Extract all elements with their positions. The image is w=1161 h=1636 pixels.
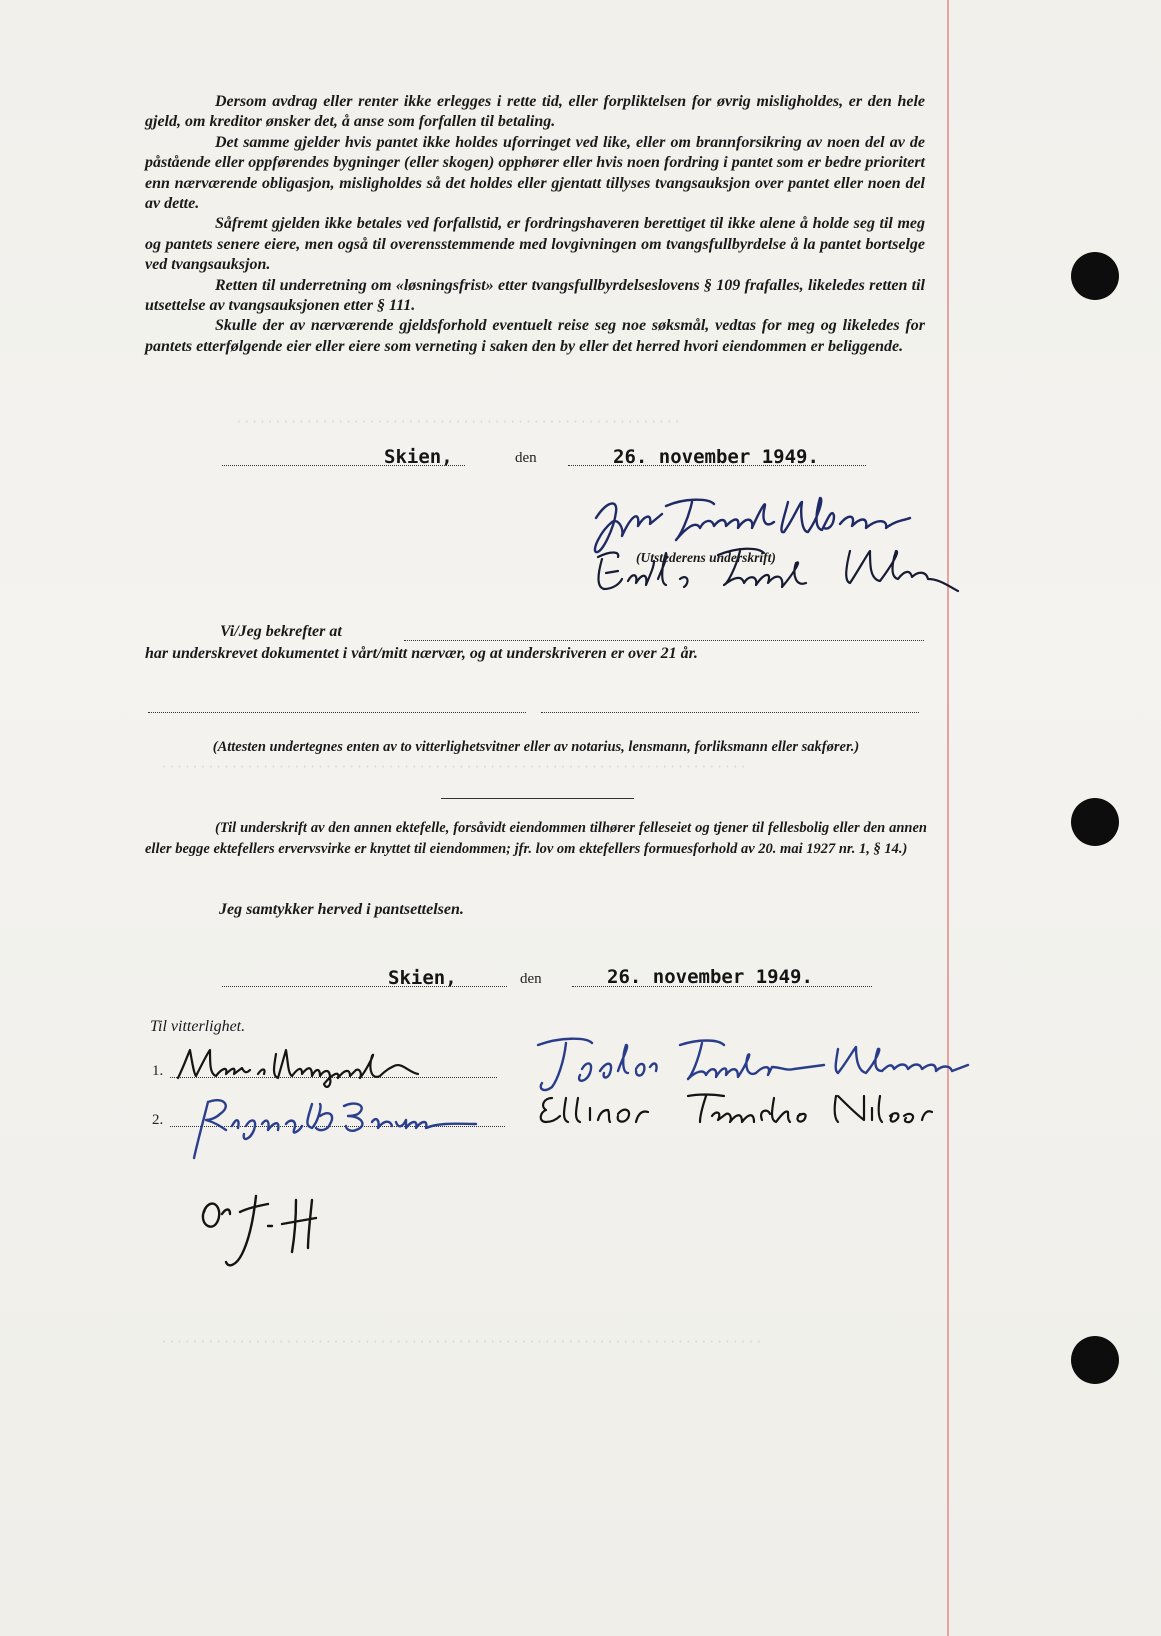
confirm-dotted-line: [404, 640, 924, 641]
terms-paragraph: Skulle der av nærværende gjeldsforhold eventuelt reise seg noe søksmål, vedtas for meg og likeledes for pantets etterfølgende eier eller eiere som verneting i saken den by eller det herred hvori eiendommen er beliggende.: [145, 317, 925, 355]
initials-mark: [196, 1190, 366, 1280]
spouse-note: (Til underskrift av den annen ektefelle, forsåvidt eiendommen tilhører felleseiet og tjener til fellesbolig eller den annen eller begge ektefellers ervervsvirke er knyttet til eiendommen; jfr. lov om ektefellers formuesforhold av 20. mai 1927 nr. 1, § 14.): [145, 820, 927, 857]
attest-note: (Attesten undertegnes enten av to vitterlighetsvitner eller av notarius, lensmann, forliksmann eller sakfører.): [212, 739, 860, 755]
place-dotted-line-2: [222, 986, 507, 987]
date-typed: 26. november 1949.: [613, 446, 819, 468]
terms-paragraph: Dersom avdrag eller renter ikke erlegges i rette tid, eller forpliktelsen for øvrig misligholdes, er den hele gjeld, om kreditor ønsker det, å anse som forfallen til betaling.: [145, 93, 925, 131]
witness-signature-2: [180, 1092, 510, 1162]
consent-signature-2: [538, 1090, 938, 1130]
attest-line-1: [148, 712, 526, 713]
terms-paragraph: Det samme gjelder hvis pantet ikke holdes uforringet ved like, eller om brannforsikring av noen del av de påstående eller oppførendes bygninger (eller skogen) opphører eller hvis noen fordring i pantet som er bedre prioritert enn nærværende obligasjon, misligholdes så det holdes eller gjentatt tillyses tvangsauksjon over pantet eller noen del av dette.: [145, 133, 925, 213]
den-label: den: [515, 450, 537, 466]
bleed-through-text: ···········································································: [160, 760, 747, 775]
attest-line-2: [541, 712, 919, 713]
witness-number-1: 1.: [152, 1063, 164, 1079]
separator-line: [441, 798, 634, 799]
punch-hole: [1071, 1336, 1119, 1384]
bleed-through-text: ·············································································: [160, 1335, 763, 1350]
consent-signature-1: [532, 1035, 1052, 1095]
den-label-2: den: [520, 971, 542, 987]
margin-rule: [947, 0, 949, 1636]
consent-text: Jeg samtykker herved i pantsettelsen.: [219, 901, 464, 918]
terms-paragraph: Retten til underretning om «løsningsfrist» etter tvangsfullbyrdelseslovens § 109 frafalles, likeledes retten til utsettelse av tvangsauksjonen etter § 111.: [145, 276, 925, 315]
terms-paragraph: Såfremt gjelden ikke betales ved forfallstid, er fordringshaveren berettiget til ikke alene å holde seg til meg og pantets senere eiere, men også til overensstemmende med lovgivningen om tvangsfullbyrdelse å la pantet bortselge ved tvangsauksjon.: [145, 215, 925, 274]
date-typed-2: 26. november 1949.: [607, 966, 813, 988]
witness-signature-1: [174, 1040, 454, 1090]
bleed-through-text: ·························································: [235, 415, 682, 430]
place-typed: Skien,: [384, 446, 453, 468]
issuer-signature-2: [588, 543, 988, 603]
mortgage-terms: [145, 92, 925, 357]
punch-hole: [1071, 798, 1119, 846]
punch-hole: [1071, 252, 1119, 300]
witness-heading: Til vitterlighet.: [150, 1018, 246, 1035]
confirm-prefix: Vi/Jeg bekrefter at: [220, 623, 342, 640]
witness-number-2: 2.: [152, 1112, 164, 1128]
issuer-signature-label: (Utstederens underskrift): [636, 550, 776, 565]
place-typed-2: Skien,: [388, 967, 457, 989]
confirm-statement: har underskrevet dokumentet i vårt/mitt nærvær, og at underskriveren er over 21 år.: [145, 645, 698, 662]
